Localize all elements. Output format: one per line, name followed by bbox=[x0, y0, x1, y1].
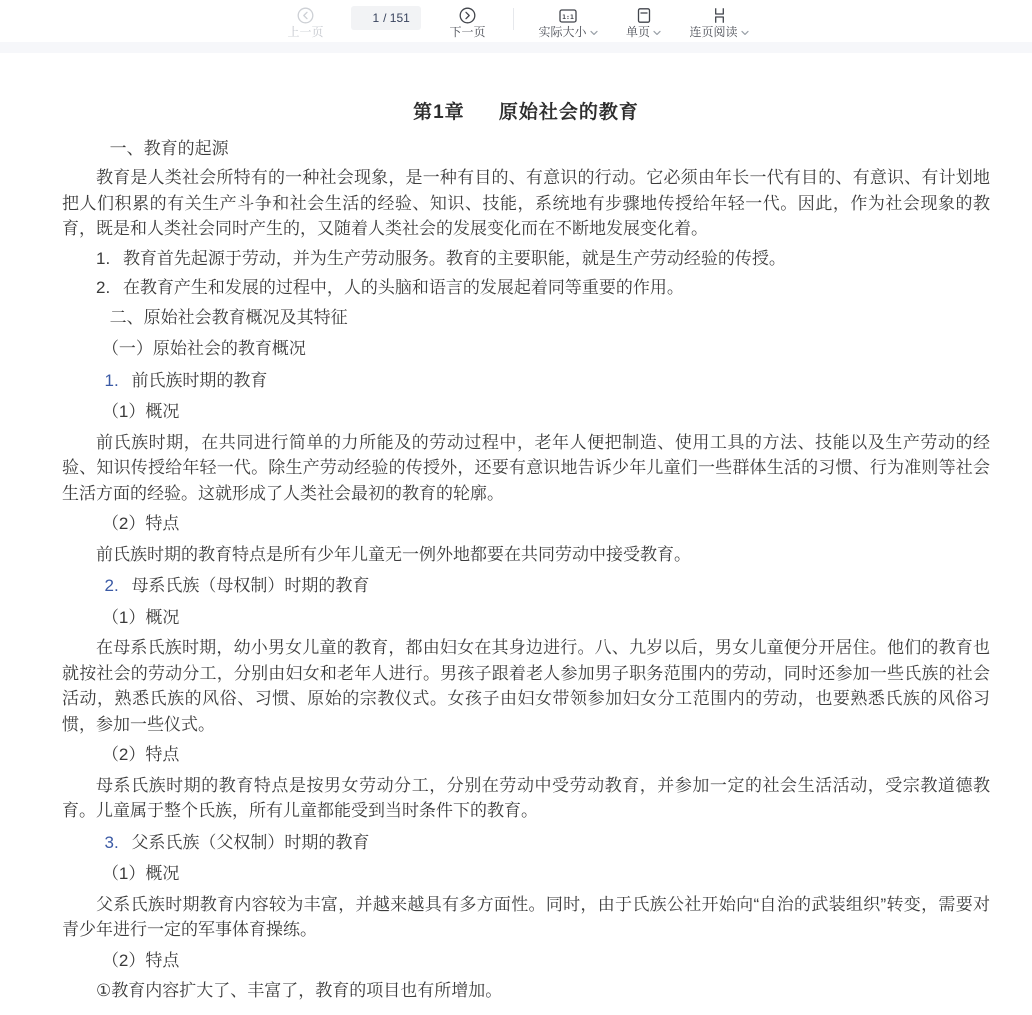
doc-text: 父系氏族（父权制）时期的教育 bbox=[131, 832, 370, 852]
doc-block-h4: （1）概况 bbox=[101, 402, 180, 421]
doc-block-pnum bbox=[62, 246, 990, 272]
doc-block-h2: 二、原始社会教育概况及其特征 bbox=[109, 307, 348, 327]
page-total-label: / 151 bbox=[383, 11, 410, 25]
actual-size-icon bbox=[558, 7, 578, 24]
next-page-button[interactable] bbox=[445, 4, 489, 38]
actual-size-button[interactable] bbox=[538, 4, 597, 38]
doc-block-p: ①教育内容扩大了、丰富了，教育的项目也有所增加。 bbox=[96, 981, 503, 1000]
previous-page-label: 上一页 bbox=[287, 25, 324, 39]
doc-block-h2: 一、教育的起源 bbox=[109, 138, 229, 158]
doc-text: 母系氏族（母权制）时期的教育 bbox=[131, 576, 370, 595]
single-page-mode-button[interactable] bbox=[622, 4, 666, 38]
doc-text: 前氏族时期的教育 bbox=[131, 370, 268, 390]
chevron-down-icon bbox=[590, 30, 598, 36]
doc-block-hnum bbox=[105, 830, 991, 856]
blue-list-number: 2. bbox=[104, 576, 119, 595]
next-page-label: 下一页 bbox=[449, 25, 486, 39]
continuous-reading-button[interactable] bbox=[690, 4, 749, 38]
doc-block-pnum bbox=[62, 275, 990, 301]
single-page-label: 单页 bbox=[626, 26, 661, 38]
doc-block-hnum bbox=[105, 573, 991, 599]
next-page-icon bbox=[459, 7, 476, 24]
doc-block-h4: （1）概况 bbox=[101, 607, 180, 627]
doc-block-p: 在母系氏族时期，幼小男女儿童的教育，都由妇女在其身边进行。八、九岁以后，男女儿童便分开居住。他们的教育也就按社会的劳动分工，分别由妇女和老年人进行。男孩子跟着老人参加男子职务范围内的劳动，同时还参加一些氏族的社会活动，熟悉氏族的风俗、习惯、原始的宗教仪式。女孩子由妇女带领参加妇女分工范围内的劳动，也要熟悉氏族的风俗习惯，参加一些仪式。 bbox=[62, 638, 990, 734]
doc-text: 教育首先起源于劳动，并为生产劳动服务。教育的主要职能，就是生产劳动经验的传授。 bbox=[122, 248, 786, 268]
previous-page-icon bbox=[297, 7, 314, 24]
list-number: 2. bbox=[96, 278, 111, 297]
svg-text:1:1: 1:1 bbox=[562, 12, 574, 21]
doc-block-p: 父系氏族时期教育内容较为丰富，并越来越具有多方面性。同时，由于氏族公社开始向“自治的武装组织”转变，需要对青少年进行一定的军事体育操练。 bbox=[62, 894, 990, 939]
page-title bbox=[62, 100, 990, 126]
chevron-down-icon bbox=[653, 30, 661, 36]
doc-block-h4: （2）特点 bbox=[101, 950, 180, 970]
pdf-reader-toolbar bbox=[0, 0, 1032, 42]
doc-text: 在教育产生和发展的过程中，人的头脑和语言的发展起着同等重要的作用。 bbox=[122, 278, 684, 297]
doc-block-p: 前氏族时期的教育特点是所有少年儿童无一例外地都要在共同劳动中接受教育。 bbox=[96, 544, 691, 564]
actual-size-label: 实际大小 bbox=[538, 26, 597, 38]
doc-block-h3: （一）原始社会的教育概况 bbox=[101, 339, 306, 358]
page-number-input[interactable] bbox=[363, 11, 379, 25]
previous-page-button[interactable] bbox=[283, 4, 327, 38]
toolbar-divider bbox=[513, 8, 514, 30]
doc-block-p: 前氏族时期，在共同进行简单的力所能及的劳动过程中，老年人便把制造、使用工具的方法、技能以及生产劳动的经验、知识传授给年轻一代。除生产劳动经验的传授外，还要有意识地告诉少年儿童们一些群体生活的习惯、行为准则等社会生活方面的经验。这就形成了人类社会最初的教育的轮廓。 bbox=[62, 432, 990, 503]
page-number-box bbox=[351, 6, 421, 30]
doc-block-h4: （2）特点 bbox=[101, 514, 180, 533]
document-body bbox=[62, 136, 990, 1004]
doc-block-h4: （1）概况 bbox=[101, 864, 180, 883]
toolbar-bottom-strip bbox=[0, 42, 1032, 53]
doc-block-p: 教育是人类社会所特有的一种社会现象，是一种有目的、有意识的行动。它必须由年长一代有目的、有意识、有计划地把人们积累的有关生产斗争和社会生活的经验、知识、技能，系统地有步骤地传授给年轻一代。因此，作为社会现象的教育，既是和人类社会同时产生的，又随着人类社会的发展变化而在不断地发展变化着。 bbox=[62, 168, 990, 238]
chapter-title: 原始社会的教育 bbox=[498, 102, 639, 123]
doc-block-h4: （2）特点 bbox=[101, 745, 180, 764]
chevron-down-icon bbox=[741, 30, 749, 36]
blue-list-number: 3. bbox=[104, 832, 119, 852]
blue-list-number: 1. bbox=[104, 370, 119, 390]
document-page bbox=[0, 53, 1032, 1015]
chapter-number: 第1章 bbox=[413, 102, 465, 123]
list-number: 1. bbox=[96, 248, 111, 268]
single-page-icon bbox=[636, 7, 652, 24]
continuous-reading-label: 连页阅读 bbox=[690, 26, 749, 38]
doc-block-hnum bbox=[105, 368, 991, 394]
doc-block-p: 母系氏族时期的教育特点是按男女劳动分工，分别在劳动中受劳动教育，并参加一定的社会生活活动，受宗教道德教育。儿童属于整个氏族，所有儿童都能受到当时条件下的教育。 bbox=[62, 775, 990, 820]
continuous-pages-icon bbox=[711, 7, 728, 24]
